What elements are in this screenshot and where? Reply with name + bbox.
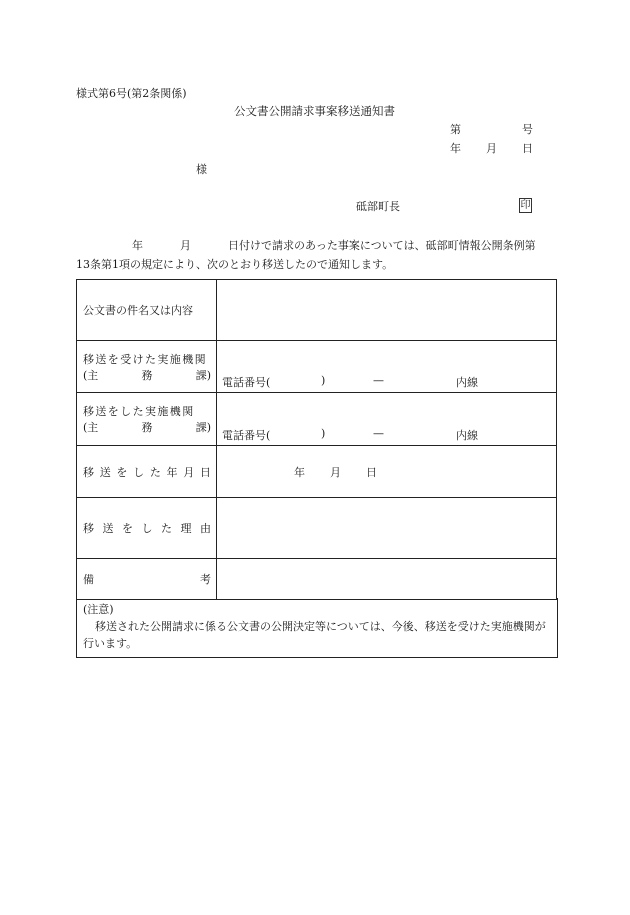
remarks-label [77, 559, 217, 600]
transfer-date-fields [217, 464, 556, 480]
seal-mark: 印 [520, 200, 531, 211]
label-char: 考 [200, 573, 211, 586]
label-char: 日 [199, 465, 211, 479]
receiving-agency-sub [83, 367, 216, 383]
transfer-date-value[interactable] [217, 446, 557, 498]
label-char: 理 [180, 522, 192, 535]
transfer-date-label [77, 446, 217, 498]
sub-close: 課) [195, 368, 211, 382]
tel-dash: — [373, 427, 384, 440]
label-char: 移 [83, 522, 94, 535]
sub-close: 課) [195, 421, 211, 434]
sub-open: (主 [83, 421, 99, 434]
tel-label: 電話番号( [222, 376, 271, 389]
sending-agency-sub [83, 419, 216, 435]
sending-agency-label [77, 393, 217, 446]
body-text-1: 日付けで請求のあった事案については、砥部町情報公開条例第 [228, 239, 536, 252]
row-remarks [77, 559, 557, 600]
form-number: 様式第6号(第2条関係) [76, 87, 187, 100]
label-char: 由 [200, 522, 211, 535]
label-char: た [149, 465, 161, 479]
transfer-details-table [76, 279, 557, 600]
sender-name: 砥部町長 [356, 200, 400, 213]
recipient-honorific: 様 [196, 163, 207, 176]
label-char: を [116, 465, 128, 479]
label-char: し [141, 522, 153, 535]
transfer-reason-label-text [83, 520, 216, 536]
transfer-month: 月 [330, 465, 341, 479]
receiving-tel [222, 374, 478, 390]
row-transfer-reason [77, 498, 557, 559]
tel-label: 電話番号( [222, 429, 271, 442]
label-char: 備 [83, 573, 94, 586]
label-char: を [122, 522, 133, 535]
label-char: 送 [102, 522, 114, 535]
label-char: 月 [183, 465, 195, 479]
sending-agency-value[interactable] [217, 393, 557, 446]
body-text-2: 13条第1項の規定により、次のとおり移送したので通知します。 [76, 258, 394, 271]
doc-number-prefix: 第 [450, 123, 461, 136]
row-transfer-date [77, 446, 557, 498]
label-char: 送 [99, 465, 111, 479]
transfer-day: 日 [366, 465, 377, 479]
note-text: 移送された公開請求に係る公文書の公開決定等については、今後、移送を受けた実施機関が行います。 [83, 620, 546, 650]
row-receiving-agency [77, 341, 557, 393]
body-year: 年 [132, 239, 143, 252]
receiving-agency-title: 移送を受けた実施機関 [83, 352, 207, 366]
sending-tel [222, 427, 478, 443]
row-sending-agency [77, 393, 557, 446]
date-year: 年 [450, 142, 461, 155]
label-char: た [161, 522, 172, 535]
receiving-agency-label [77, 341, 217, 393]
remarks-value[interactable] [217, 559, 557, 600]
transfer-date-label-text [83, 464, 216, 480]
body-paragraph [76, 236, 566, 274]
body-month: 月 [180, 239, 191, 252]
tel-paren-close: ) [321, 374, 326, 387]
sending-agency-title: 移送をした実施機関 [83, 405, 195, 418]
sub-open: (主 [83, 368, 99, 382]
transfer-year: 年 [294, 465, 305, 479]
transfer-reason-label [77, 498, 217, 559]
sub-mid: 務 [141, 421, 153, 434]
transfer-reason-value[interactable] [217, 498, 557, 559]
row-subject [77, 280, 557, 341]
document-title: 公文書公開請求事案移送通知書 [234, 104, 395, 118]
note-heading: (注意) [83, 603, 114, 616]
subject-label: 公文書の件名又は内容 [77, 280, 217, 341]
remarks-label-text [83, 571, 216, 587]
date-month: 月 [486, 142, 497, 155]
tel-dash: — [373, 374, 384, 387]
receiving-agency-value[interactable] [217, 341, 557, 393]
label-char: 移 [83, 465, 94, 479]
label-char: し [133, 465, 145, 479]
sub-mid: 務 [141, 368, 153, 382]
note-text-container [83, 618, 551, 652]
date-day: 日 [522, 142, 533, 155]
tel-paren-close: ) [321, 427, 326, 440]
label-char: 年 [166, 465, 178, 479]
tel-ext: 内線 [456, 376, 478, 389]
tel-ext: 内線 [456, 429, 478, 442]
note-box [76, 598, 558, 658]
subject-value[interactable] [217, 280, 557, 341]
doc-number-suffix: 号 [522, 123, 533, 136]
